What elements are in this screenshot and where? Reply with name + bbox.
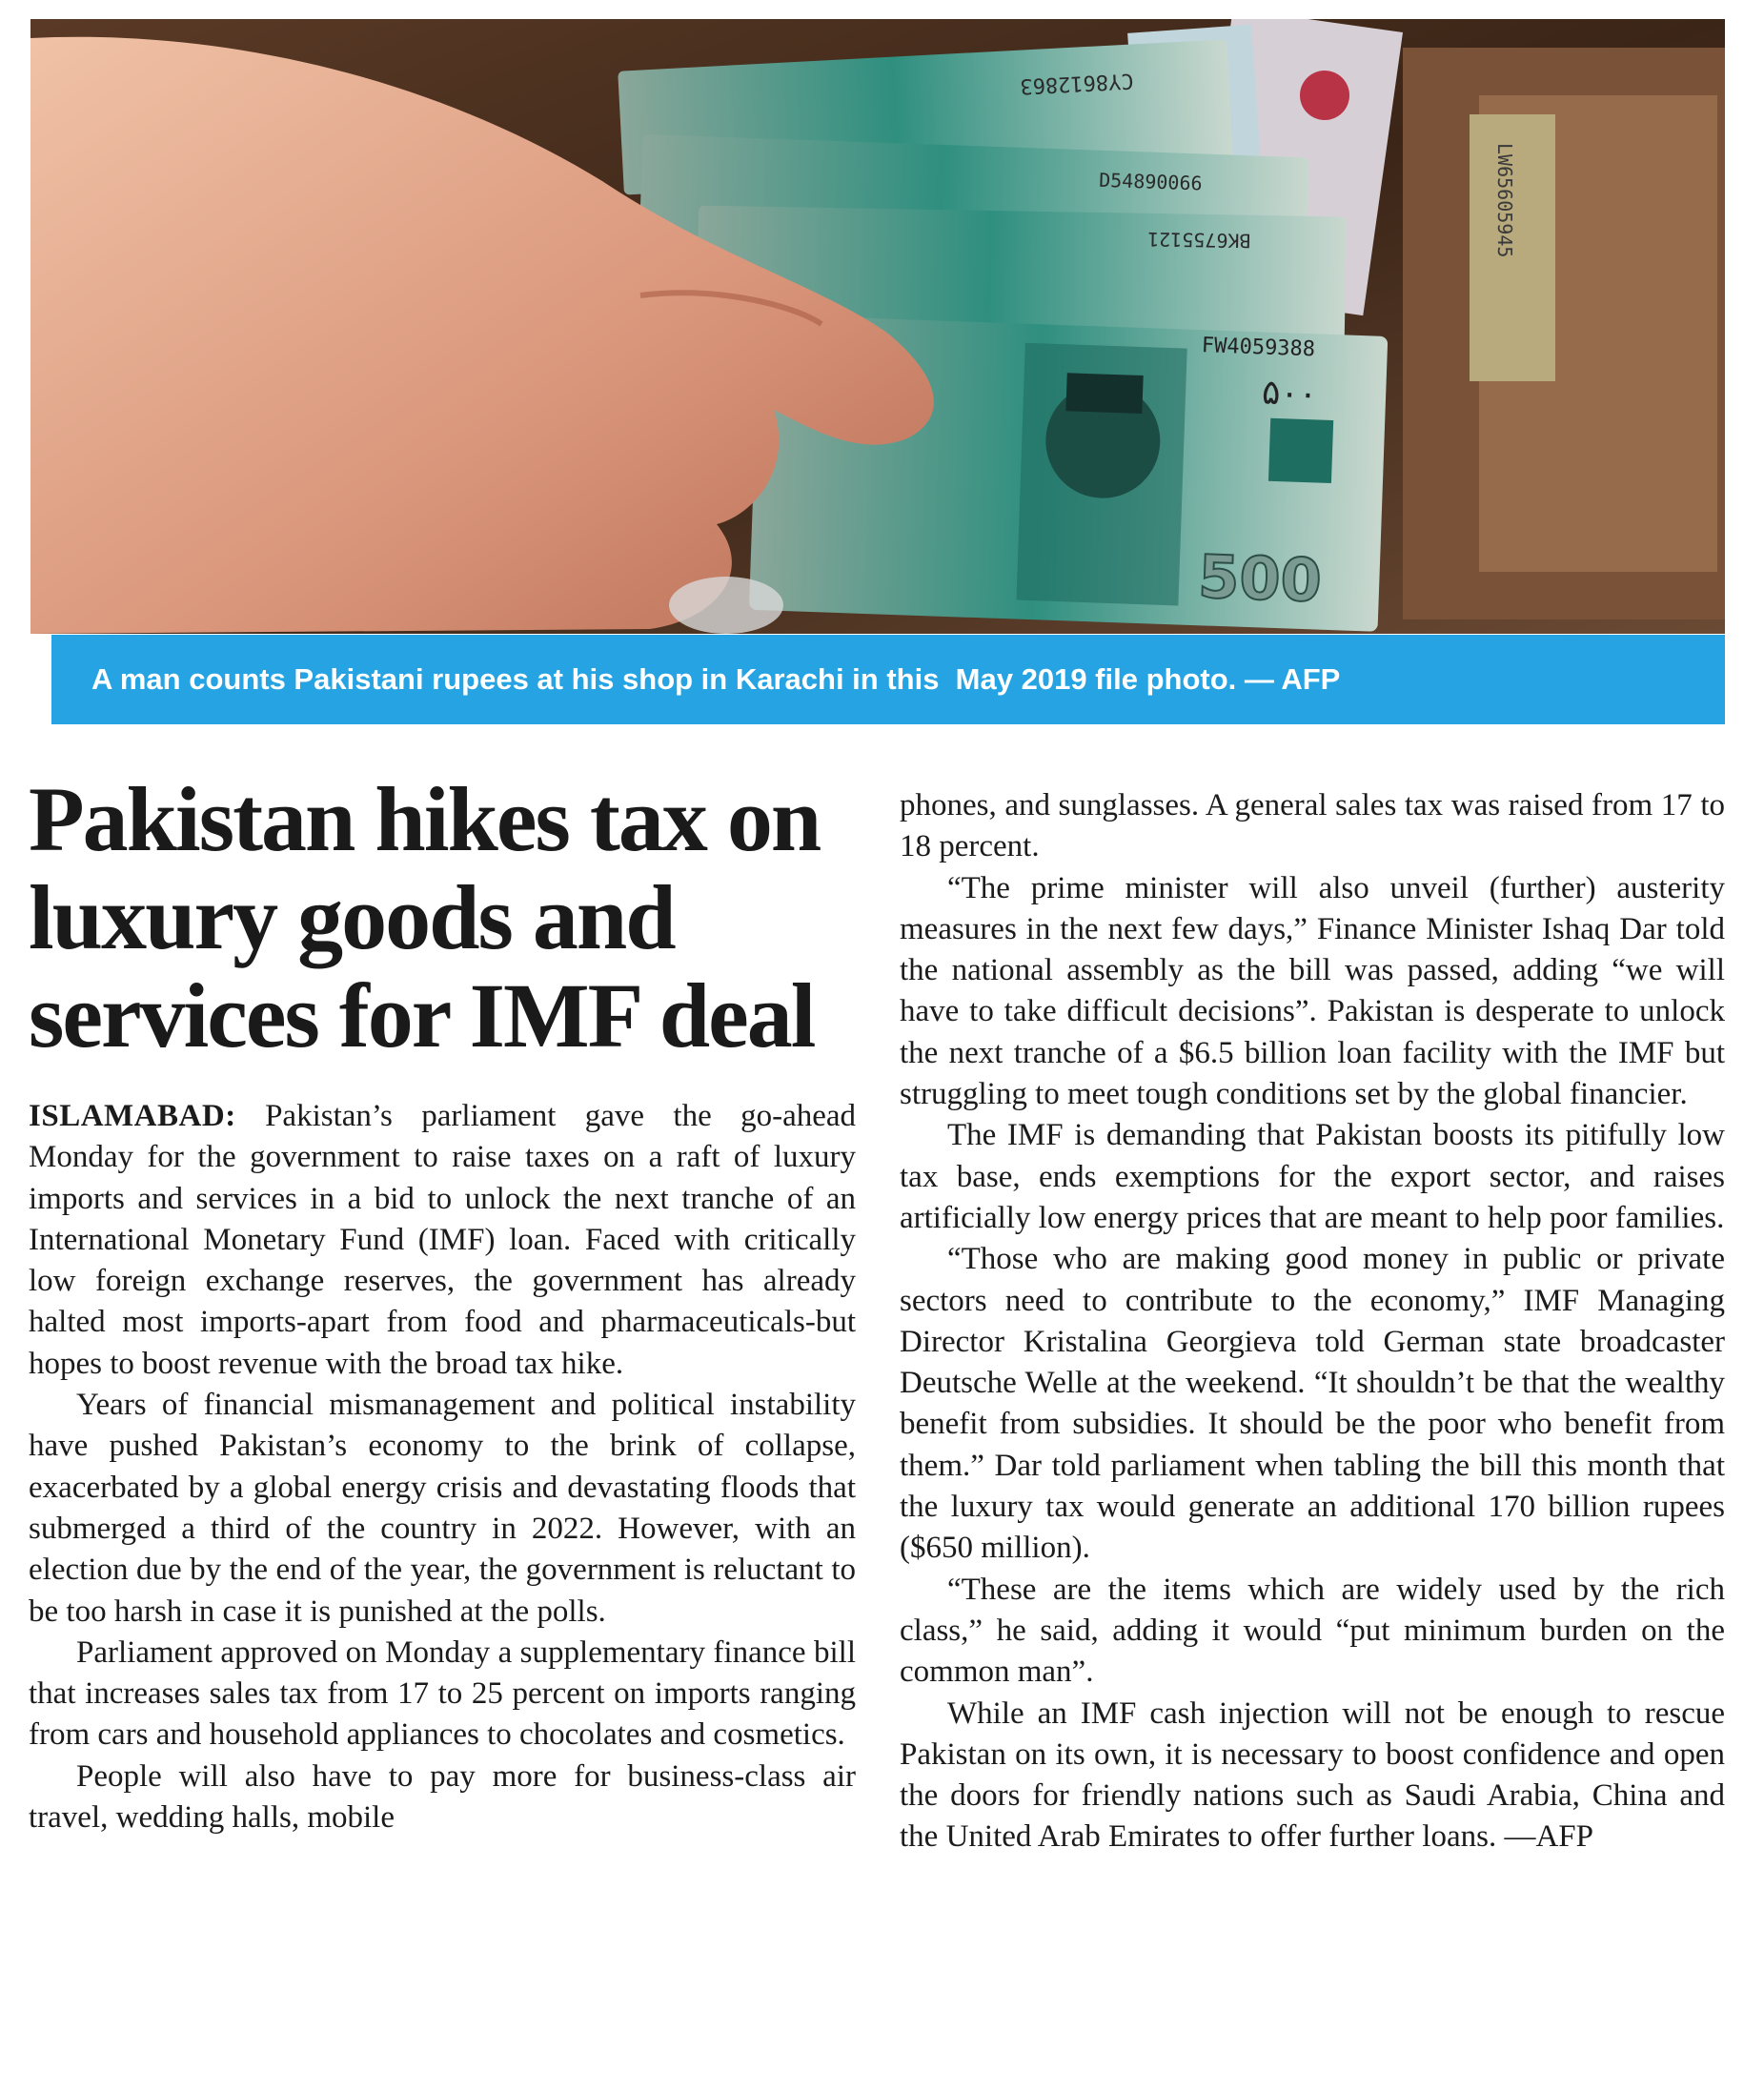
news-photo (30, 19, 1725, 634)
paragraph-7: The IMF is demanding that Pakistan boosts its pitifully low tax base, ends exemptions for the export sector, and raises artificially low energy prices that are meant to help poor families. (900, 1118, 1725, 1235)
article-column-right (900, 785, 1725, 1858)
article-headline: Pakistan hikes tax on luxury goods and services for IMF deal (29, 768, 821, 1066)
paragraph-8: “Those who are making good money in public or private sectors need to contribute to the economy,” IMF Managing Director Kristalina Georgieva told German state broadcaster Deutsche Welle at the weekend. “It shouldn’t be that the wealthy benefit from subsidies. It should be the poor who benefit from them.” Dar told parliament when tabling the bill this month that the luxury tax would generate an additional 170 billion rupees ($650 million). (900, 1242, 1725, 1566)
dateline: ISLAMABAD: (29, 1099, 236, 1133)
photo-note-value-urdu: ۵۰۰ (1261, 373, 1318, 415)
photo-serial-2: CY8612863 (1019, 68, 1135, 98)
paragraph-10: While an IMF cash injection will not be enough to rescue Pakistan on its own, it is necessary to boost confidence and open the doors for friendly nations such as Saudi Arabia, China and the United Arab Emirates to offer further loans. —AFP (900, 1695, 1725, 1855)
paragraph-6: “The prime minister will also unveil (further) austerity measures in the next few days,” Finance Minister Ishaq Dar told the national assembly as the bill was passed, adding “we will have to take difficult decisions”. Pakistan is desperate to unlock the next tranche of a $6.5 billion loan facility with the IMF but struggling to meet tough conditions set by the global financier. (900, 870, 1725, 1112)
photo-serial-1: FW4059388 (1201, 334, 1316, 362)
photo-caption-bar (51, 635, 1725, 724)
paragraph-2: Years of financial mismanagement and political instability have pushed Pakistan’s economy to the brink of collapse, exacerbated by a global energy crisis and devastating floods that submerged a third of the country in 2022. However, with an election due by the end of the year, the government is reluctant to be too harsh in case it is punished at the polls. (29, 1388, 856, 1629)
paragraph-3: Parliament approved on Monday a supplementary finance bill that increases sales tax from 17 to 25 percent on imports ranging from cars and household appliances to chocolates and cosmetics. (29, 1634, 856, 1753)
paragraph-5: phones, and sunglasses. A general sales tax was raised from 17 to 18 percent. (900, 788, 1725, 864)
rupee-notes-illustration (30, 19, 1725, 634)
paragraph-1-text: Pakistan’s parliament gave the go-ahead Monday for the government to raise taxes on a raft of luxury imports and services in a bid to unlock the next tranche of an International Monetary Fund (IMF) loan. Faced with critically low foreign exchange reserves, the government has already halted most imports-apart from food and pharmaceuticals-but hopes to boost revenue with the broad tax hike. (29, 1099, 857, 1381)
paragraph-9: “These are the items which are widely used by the rich class,” he said, adding it would “put minimum burden on the common man”. (900, 1572, 1725, 1690)
photo-serial-3: D54890066 (1098, 168, 1203, 195)
paragraph-1 (29, 1096, 856, 1385)
photo-serial-4: BK6755121 (1146, 227, 1251, 253)
article-column-left (29, 1096, 856, 1838)
paragraph-4: People will also have to pay more for business-class air travel, wedding halls, mobile (29, 1758, 856, 1836)
photo-caption: A man counts Pakistani rupees at his shop in Karachi in this May 2019 file photo. — AFP (91, 662, 1341, 696)
photo-serial-5: LW65605945 (1493, 143, 1516, 258)
photo-note-value: 500 (1197, 541, 1324, 616)
